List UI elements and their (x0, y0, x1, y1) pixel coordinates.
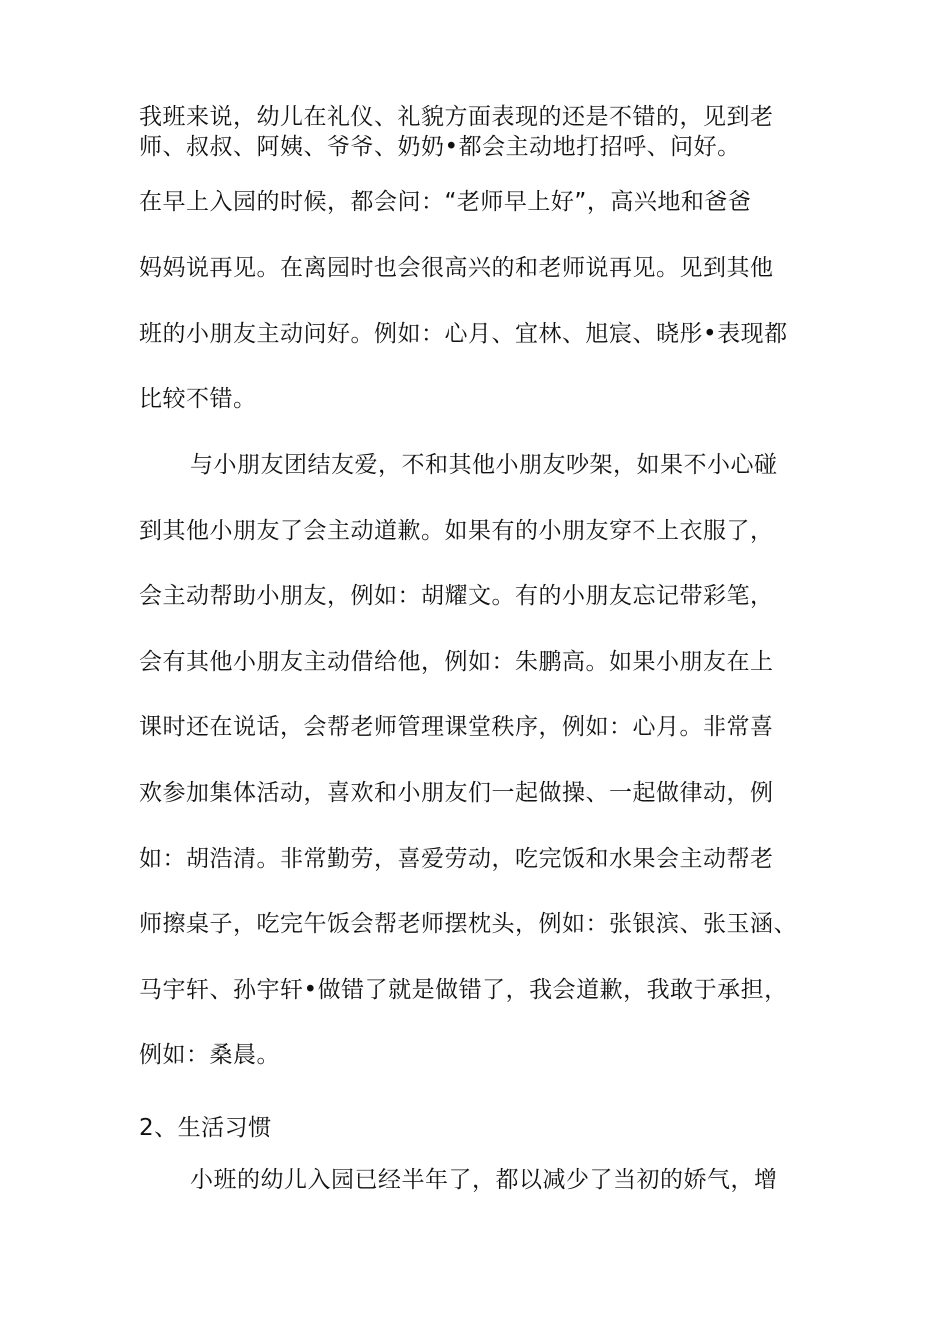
text-line: 师擦桌子，吃完午饭会帮老师摆枕头，例如：张银滨、张玉涵、 (139, 911, 797, 937)
text-line: 会有其他小朋友主动借给他，例如：朱鹏高。如果小朋友在上 (139, 649, 774, 675)
text-line: 在早上入园的时候，都会问：“老师早上好”，高兴地和爸爸 (139, 189, 752, 215)
text-line: 与小朋友团结友爱，不和其他小朋友吵架，如果不小心碰 (190, 452, 778, 478)
text-line: 师、叔叔、阿姨、爷爷、奶奶•都会主动地打招呼、问好。 (139, 134, 741, 160)
section-heading: 2、生活习惯 (139, 1115, 272, 1141)
text-line: 会主动帮助小朋友，例如：胡耀文。有的小朋友忘记带彩笔， (139, 583, 774, 609)
text-line: 到其他小朋友了会主动道歉。如果有的小朋友穿不上衣服了， (139, 518, 774, 544)
text-line: 我班来说，幼儿在礼仪、礼貌方面表现的还是不错的，见到老 (139, 104, 774, 130)
text-line: 小班的幼儿入园已经半年了，都以减少了当初的娇气，增 (190, 1167, 778, 1193)
text-line: 如：胡浩清。非常勤劳，喜爱劳动，吃完饭和水果会主动帮老 (139, 846, 774, 872)
text-line: 例如：桑晨。 (139, 1042, 280, 1068)
text-line: 马宇轩、孙宇轩•做错了就是做错了，我会道歉，我敢于承担， (139, 977, 788, 1003)
text-line: 课时还在说话，会帮老师管理课堂秩序，例如：心月。非常喜 (139, 714, 774, 740)
text-line: 比较不错。 (139, 386, 257, 412)
text-line: 欢参加集体活动，喜欢和小朋友们一起做操、一起做律动，例 (139, 780, 774, 806)
text-line: 妈妈说再见。在离园时也会很高兴的和老师说再见。见到其他 (139, 255, 774, 281)
text-line: 班的小朋友主动问好。例如：心月、宜林、旭宸、晓彤•表现都 (139, 321, 788, 347)
